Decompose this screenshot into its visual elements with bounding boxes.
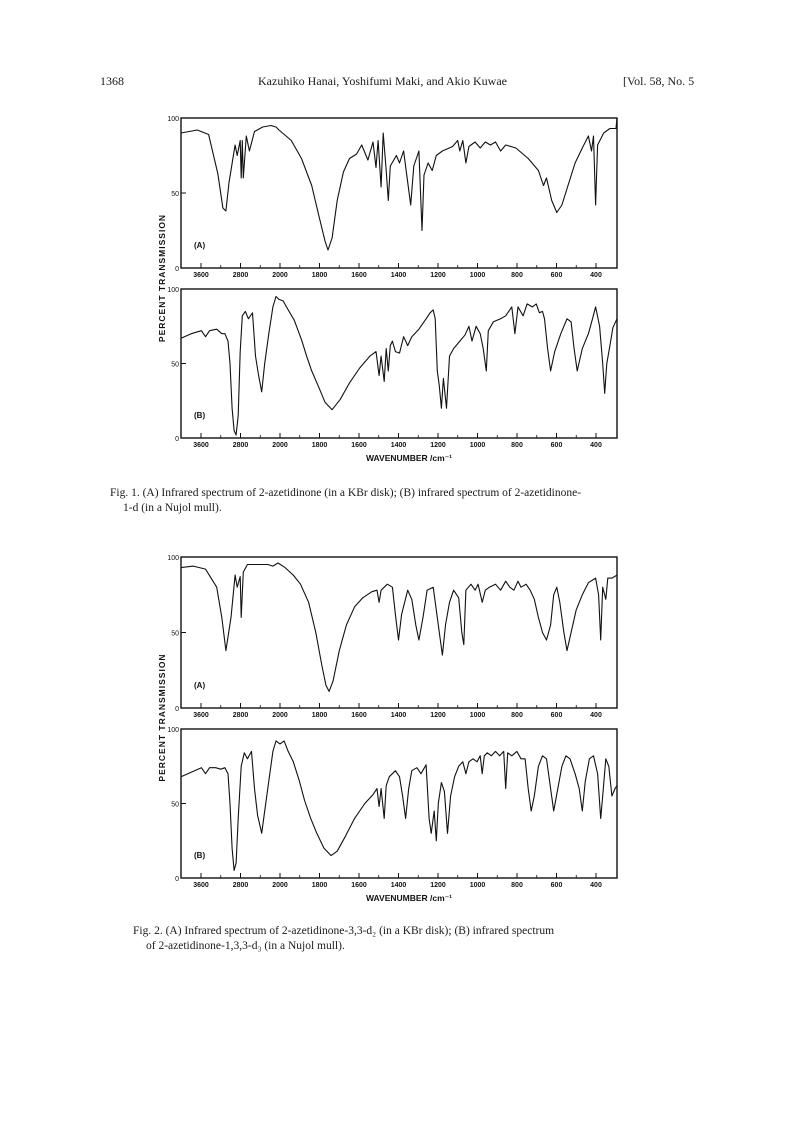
caption-line: 1-d (in a Nujol mull). (123, 502, 222, 514)
x-tick-label: 2800 (232, 882, 249, 889)
x-tick-label: 1600 (351, 882, 367, 889)
journal-reference: [Vol. 58, No. 5 (623, 74, 695, 88)
x-tick-label: 1600 (351, 272, 367, 279)
running-authors: Kazuhiko Hanai, Yoshifumi Maki, and Akio Kuwae (258, 74, 507, 88)
x-tick-label: 1000 (469, 882, 486, 889)
x-tick-label: 1200 (430, 882, 446, 889)
panel-label: (B) (194, 411, 206, 420)
x-tick-label: 2800 (232, 272, 249, 279)
y-axis-title: PERCENT TRANSMISSION (157, 213, 167, 343)
x-tick-label: 1000 (469, 272, 486, 279)
x-tick-label: 2800 (232, 442, 249, 449)
caption-line: of 2-azetidinone-1,3,3-d₃ (in a Nujol mull). (146, 940, 345, 952)
x-tick-label: 2800 (232, 712, 249, 719)
panel-frame (181, 729, 617, 878)
x-tick-label: 3600 (193, 882, 209, 889)
x-tick-label: 3600 (193, 712, 209, 719)
x-tick-label: 800 (511, 272, 523, 279)
y-tick-label: 0 (175, 706, 179, 713)
spectrum-panel (167, 555, 617, 719)
x-tick-label: 400 (590, 712, 602, 719)
y-tick-label: 50 (171, 630, 179, 638)
x-tick-label: 1200 (430, 442, 446, 449)
x-tick-label: 1800 (311, 882, 328, 889)
x-tick-label: 1400 (390, 272, 407, 279)
spectrum-trace (181, 563, 617, 691)
x-tick-label: 3600 (193, 272, 209, 279)
x-tick-label: 1000 (469, 712, 486, 719)
x-tick-label: 600 (550, 442, 563, 449)
x-tick-label: 2000 (272, 442, 288, 449)
x-tick-label: 1800 (311, 712, 328, 719)
page-number: 1368 (100, 74, 124, 88)
x-tick-label: 2000 (272, 882, 288, 889)
x-tick-label: 400 (590, 442, 602, 449)
y-tick-label: 100 (167, 555, 179, 562)
panel-label: (B) (194, 851, 206, 860)
panel-label: (A) (194, 241, 206, 250)
x-tick-label: 600 (550, 272, 563, 279)
x-axis-title: WAVENUMBER /cm⁻¹ (365, 893, 453, 903)
x-tick-label: 800 (511, 442, 523, 449)
y-tick-label: 0 (175, 436, 179, 443)
y-tick-label: 100 (167, 727, 179, 734)
y-axis-title: PERCENT TRANSMISSION (157, 653, 167, 782)
x-tick-label: 3600 (193, 442, 209, 449)
x-tick-label: 1600 (351, 712, 367, 719)
y-tick-label: 50 (171, 191, 179, 198)
x-tick-label: 1000 (469, 442, 486, 449)
y-tick-label: 50 (171, 361, 179, 369)
x-tick-label: 2000 (272, 712, 288, 719)
x-tick-label: 1400 (390, 442, 407, 449)
spectrum-trace (181, 741, 617, 871)
x-tick-label: 2000 (272, 272, 288, 279)
x-tick-label: 600 (550, 712, 563, 719)
x-tick-label: 1200 (430, 272, 446, 279)
x-tick-label: 1800 (311, 442, 328, 449)
x-tick-label: 1800 (311, 272, 328, 279)
spectrum-panel (167, 727, 617, 889)
caption-line: Fig. 2. (A) Infrared spectrum of 2-azetidinone-3,3-d₂ (in a KBr disk); (B) infrared spectrum (133, 925, 555, 937)
panel-label: (A) (194, 681, 206, 690)
x-tick-label: 1400 (390, 712, 407, 719)
caption-line: Fig. 1. (A) Infrared spectrum of 2-azetidinone (in a KBr disk); (B) infrared spectrum of 2-azetidinone- (110, 487, 582, 499)
x-axis-title: WAVENUMBER /cm⁻¹ (365, 453, 453, 463)
y-tick-label: 100 (167, 116, 179, 123)
x-tick-label: 400 (590, 882, 602, 889)
x-tick-label: 1600 (351, 442, 367, 449)
x-tick-label: 1400 (390, 882, 407, 889)
y-tick-label: 100 (167, 287, 179, 294)
x-tick-label: 1200 (430, 712, 446, 719)
x-tick-label: 600 (550, 882, 563, 889)
y-tick-label: 0 (175, 266, 179, 273)
x-tick-label: 400 (590, 272, 602, 279)
x-tick-label: 800 (511, 712, 523, 719)
figure-2-caption (133, 924, 673, 954)
y-tick-label: 50 (171, 801, 179, 809)
y-tick-label: 0 (175, 876, 179, 883)
x-tick-label: 800 (511, 882, 523, 889)
